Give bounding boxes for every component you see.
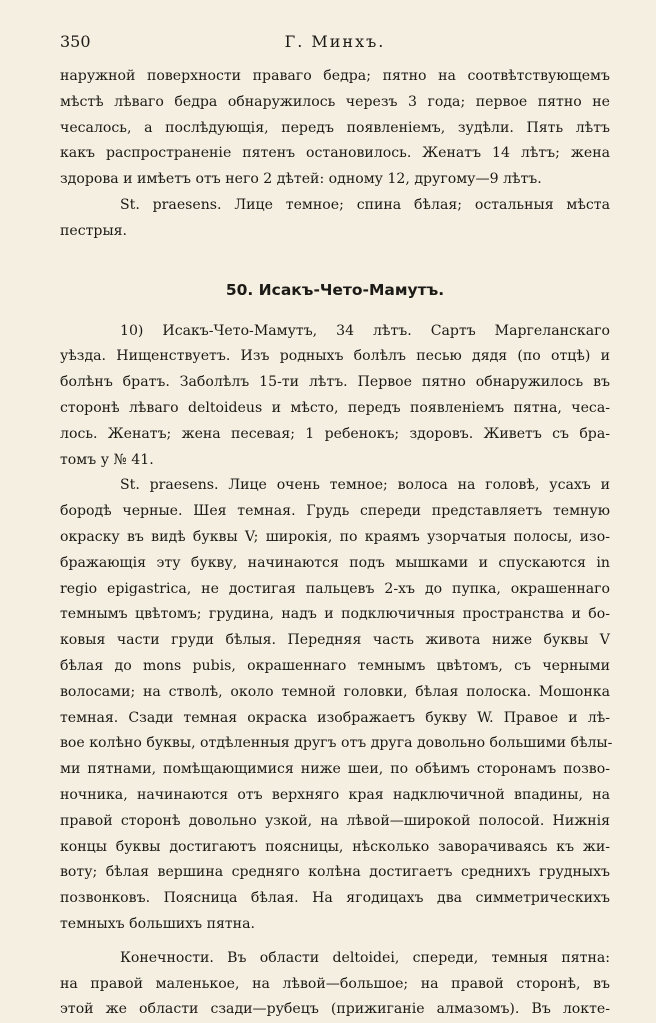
text-line: чесалось, а послѣдующія, передъ появленіемъ, зудѣли. Пять лѣтъ [60, 119, 610, 136]
text-line: окраску въ видѣ буквы V; широкія, по краямъ узорчатыя полосы, изо- [60, 528, 610, 545]
paragraph [60, 319, 610, 474]
text-line: томъ у № 41. [60, 451, 154, 468]
text-line: ковыя части груди бѣлыя. Передняя часть живота ниже буквы V [60, 632, 610, 649]
text-line: мѣстѣ лѣваго бедра обнаружилось черезъ 3 года; первое пятно не [60, 93, 610, 110]
text-line: наружной поверхности праваго бедра; пятно на соотвѣтствующемъ [60, 68, 610, 84]
running-head: Г. Минхъ. [284, 32, 386, 51]
text-line: позвонковъ. Поясница бѣлая. На ягодицахъ два симметрическихъ [60, 890, 610, 907]
text-line: болѣнъ братъ. Заболѣлъ 15-ти лѣтъ. Первое пятно обнаружилось въ [60, 374, 610, 391]
text-line: уѣзда. Нищенствуетъ. Изъ родныхъ болѣлъ песью дядя (по отцѣ) и [60, 348, 610, 365]
text-line: 10) Исакъ-Чето-Мамутъ, 34 лѣтъ. Сартъ Маргеланскаго [120, 322, 610, 339]
page-body [60, 64, 613, 1023]
text-line: сторонѣ лѣваго deltoideus и мѣсто, передъ появленіемъ пятна, чеса- [60, 399, 610, 416]
text-line: на правой маленькое, на лѣвой—большое; на правой сторонѣ, въ [60, 975, 610, 992]
text-line: St. praesens. Лице темное; спина бѣлая; остальныя мѣста [120, 196, 610, 213]
text-line: regio epigastrica, не достигая пальцевъ 2-хъ до пупка, окрашеннаго [60, 580, 610, 597]
text-line: здорова и имѣетъ отъ него 2 дѣтей: одному 12, другому—9 лѣтъ. [60, 171, 542, 188]
paragraph [60, 946, 610, 1023]
page-header [60, 32, 610, 56]
text-line: темная. Сзади темная окраска изображаетъ букву W. Правое и лѣ- [60, 709, 610, 726]
page-number: 350 [60, 32, 91, 51]
text-line: какъ распространеніе пятенъ остановилось. Женатъ 14 лѣтъ; жена [60, 145, 610, 162]
text-line: вое колѣно буквы, отдѣленныя другъ отъ друга довольно большими бѣлы- [60, 735, 613, 752]
text-line: темныхъ большихъ пятна. [60, 915, 255, 932]
paragraph-gap [60, 938, 610, 946]
text-line: концы буквы достигаютъ поясницы, нѣсколько заворачиваясь къ жи- [60, 838, 610, 855]
text-line: пестрыя. [60, 222, 128, 239]
text-line: воту; бѣлая вершина средняго колѣна достигаетъ среднихъ грудныхъ [60, 864, 610, 881]
text-line: St. praesens. Лице очень темное; волоса на головѣ, усахъ и [120, 477, 610, 494]
paragraph [60, 64, 610, 193]
paragraph [60, 473, 613, 937]
text-line: ми пятнами, помѣщающимися ниже шеи, по обѣимъ сторонамъ позво- [60, 761, 610, 778]
text-line: правой сторонѣ довольно узкой, на лѣвой—широкой полосой. Нижнія [60, 812, 610, 829]
text-line: этой же области сзади—рубецъ (прижиганіе алмазомъ). Въ локте- [60, 1001, 610, 1018]
section-title: 50. Исакъ-Чето-Мамутъ. [225, 280, 445, 299]
paragraph [60, 193, 610, 245]
text-line: темнымъ цвѣтомъ; грудина, надъ и подключичныя пространства и бо- [60, 606, 610, 623]
text-line: бѣлая до mons pubis, окрашеннаго темнымъ цвѣтомъ, съ черными [60, 657, 610, 674]
text-line: ночника, начинаются отъ верхняго края надключичной впадины, на [60, 786, 610, 803]
text-line: бородѣ черные. Шея темная. Грудь спереди представляетъ темную [60, 503, 610, 520]
text-line: бражающія эту букву, начинаются подъ мышками и спускаются in [60, 554, 610, 571]
text-line: Конечности. Въ области deltoidei, спереди, темныя пятна: [120, 949, 610, 966]
text-line: лось. Женатъ; жена песевая; 1 ребенокъ; здоровъ. Живетъ съ бра- [60, 425, 610, 442]
text-line: волосами; на стволѣ, около темной головки, бѣлая полоска. Мошонка [60, 683, 610, 700]
